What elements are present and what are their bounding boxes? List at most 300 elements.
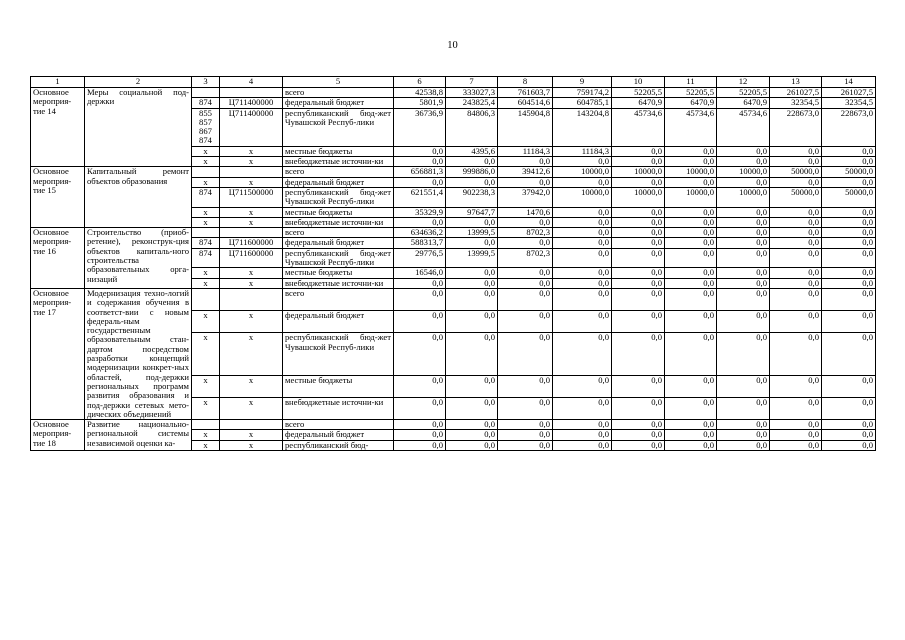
value-cell: 999886,0 — [446, 167, 498, 177]
value-cell: 0,0 — [394, 288, 446, 310]
value-cell: 0,0 — [498, 268, 553, 278]
value-cell: 0,0 — [394, 157, 446, 167]
value-cell: 0,0 — [665, 157, 717, 167]
source-cell: всего — [283, 88, 394, 98]
value-cell: 0,0 — [717, 311, 770, 333]
value-cell: 0,0 — [446, 420, 498, 430]
value-cell: 145904,8 — [498, 108, 553, 146]
value-cell: 0,0 — [446, 333, 498, 375]
value-cell: 0,0 — [446, 288, 498, 310]
source-cell: местные бюджеты — [283, 268, 394, 278]
grbs-code: 874 — [199, 135, 212, 146]
value-cell: 0,0 — [612, 238, 665, 248]
grbs-cell — [192, 187, 220, 207]
value-cell: 0,0 — [822, 217, 876, 227]
value-cell: 0,0 — [770, 420, 822, 430]
value-cell: 10000,0 — [717, 187, 770, 207]
csr-cell — [220, 88, 283, 98]
value-cell: 0,0 — [665, 217, 717, 227]
value-cell: 0,0 — [770, 397, 822, 419]
value-cell: 6470,9 — [612, 98, 665, 108]
value-cell: 45734,6 — [665, 108, 717, 146]
value-cell: 0,0 — [612, 430, 665, 440]
value-cell: 0,0 — [717, 217, 770, 227]
value-cell: 97647,7 — [446, 207, 498, 217]
value-cell: 0,0 — [498, 278, 553, 288]
value-cell: 0,0 — [822, 207, 876, 217]
source-cell: внебюджетные источни-ки — [283, 157, 394, 167]
source-cell: федеральный бюджет — [283, 177, 394, 187]
value-cell: 0,0 — [665, 420, 717, 430]
header-cell: 9 — [553, 77, 612, 88]
value-cell: 0,0 — [446, 278, 498, 288]
csr-cell: Ц711600000 — [220, 238, 283, 248]
value-cell: 0,0 — [498, 420, 553, 430]
value-cell: 656881,3 — [394, 167, 446, 177]
value-cell: 0,0 — [665, 288, 717, 310]
value-cell: 0,0 — [822, 375, 876, 397]
value-cell: 0,0 — [822, 248, 876, 268]
value-cell: 6470,9 — [717, 98, 770, 108]
grbs-cell — [192, 217, 220, 227]
header-cell: 4 — [220, 77, 283, 88]
value-cell: 0,0 — [770, 375, 822, 397]
source-cell: местные бюджеты — [283, 375, 394, 397]
value-cell: 4395,6 — [446, 146, 498, 156]
source-cell: республиканский бюд-жет Чувашской Респуб-лики — [283, 187, 394, 207]
value-cell: 0,0 — [394, 375, 446, 397]
value-cell: 143204,8 — [553, 108, 612, 146]
value-cell: 45734,6 — [717, 108, 770, 146]
value-cell: 0,0 — [665, 268, 717, 278]
value-cell: 0,0 — [770, 278, 822, 288]
value-cell: 604785,1 — [553, 98, 612, 108]
value-cell: 0,0 — [394, 278, 446, 288]
activity-name-cell: Развитие национально-региональной системы независимой оценки ка- — [85, 420, 192, 451]
value-cell: 0,0 — [665, 430, 717, 440]
value-cell: 37942,0 — [498, 187, 553, 207]
header-cell: 2 — [85, 77, 192, 88]
value-cell: 0,0 — [498, 430, 553, 440]
value-cell: 0,0 — [553, 288, 612, 310]
value-cell: 0,0 — [553, 440, 612, 450]
value-cell: 0,0 — [612, 397, 665, 419]
value-cell: 0,0 — [394, 177, 446, 187]
value-cell: 0,0 — [498, 288, 553, 310]
value-cell: 0,0 — [822, 288, 876, 310]
value-cell: 0,0 — [717, 207, 770, 217]
value-cell: 588313,7 — [394, 238, 446, 248]
source-cell: республиканский бюд- — [283, 440, 394, 450]
header-cell: 13 — [770, 77, 822, 88]
value-cell: 0,0 — [446, 217, 498, 227]
value-cell: 261027,5 — [822, 88, 876, 98]
header-cell: 1 — [31, 77, 85, 88]
source-cell: федеральный бюджет — [283, 238, 394, 248]
value-cell: 0,0 — [612, 333, 665, 375]
value-cell: 0,0 — [665, 207, 717, 217]
value-cell: 29776,5 — [394, 248, 446, 268]
csr-cell: x — [220, 207, 283, 217]
grbs-cell — [192, 278, 220, 288]
table-row — [31, 420, 876, 430]
activity-cell: Основное мероприя-тие 17 — [31, 288, 85, 419]
header-row — [31, 77, 876, 88]
source-cell: всего — [283, 228, 394, 238]
grbs-cell — [192, 430, 220, 440]
value-cell: 10000,0 — [553, 187, 612, 207]
source-cell: республиканский бюд-жет Чувашской Респуб-лики — [283, 248, 394, 268]
activity-name-cell: Капитальный ремонт объектов образования — [85, 167, 192, 228]
value-cell: 0,0 — [822, 311, 876, 333]
value-cell: 0,0 — [498, 397, 553, 419]
source-cell: федеральный бюджет — [283, 98, 394, 108]
value-cell: 0,0 — [770, 157, 822, 167]
value-cell: 0,0 — [770, 248, 822, 268]
activity-name-cell: Строительство (приоб-ретение), реконструк-ция объектов капиталь-ного строительства образовательных орга-низаций — [85, 228, 192, 289]
value-cell: 604514,6 — [498, 98, 553, 108]
csr-cell — [220, 420, 283, 430]
grbs-cell — [192, 228, 220, 238]
value-cell: 0,0 — [612, 440, 665, 450]
value-cell: 0,0 — [770, 311, 822, 333]
grbs-cell — [192, 238, 220, 248]
grbs-cell — [192, 397, 220, 419]
value-cell: 0,0 — [770, 440, 822, 450]
value-cell: 50000,0 — [822, 187, 876, 207]
value-cell: 0,0 — [553, 157, 612, 167]
value-cell: 0,0 — [553, 228, 612, 238]
value-cell: 0,0 — [612, 157, 665, 167]
value-cell: 0,0 — [612, 228, 665, 238]
value-cell: 0,0 — [665, 177, 717, 187]
value-cell: 84806,3 — [446, 108, 498, 146]
value-cell: 0,0 — [446, 238, 498, 248]
value-cell: 10000,0 — [612, 187, 665, 207]
grbs-cell — [192, 207, 220, 217]
source-cell: федеральный бюджет — [283, 430, 394, 440]
value-cell: 36736,9 — [394, 108, 446, 146]
value-cell: 0,0 — [717, 288, 770, 310]
csr-cell — [220, 288, 283, 310]
value-cell: 11184,3 — [498, 146, 553, 156]
value-cell: 759174,2 — [553, 88, 612, 98]
value-cell: 0,0 — [770, 333, 822, 375]
value-cell: 0,0 — [498, 375, 553, 397]
value-cell: 0,0 — [717, 333, 770, 375]
value-cell: 0,0 — [822, 177, 876, 187]
value-cell: 0,0 — [498, 311, 553, 333]
value-cell: 0,0 — [770, 146, 822, 156]
value-cell: 10000,0 — [665, 187, 717, 207]
table-row — [31, 288, 876, 310]
grbs-code: x — [203, 207, 208, 217]
value-cell: 0,0 — [822, 157, 876, 167]
grbs-cell — [192, 268, 220, 278]
source-cell: всего — [283, 167, 394, 177]
value-cell: 0,0 — [822, 238, 876, 248]
csr-cell — [220, 228, 283, 238]
value-cell: 0,0 — [394, 440, 446, 450]
value-cell: 0,0 — [446, 375, 498, 397]
csr-cell: x — [220, 333, 283, 375]
value-cell: 42538,8 — [394, 88, 446, 98]
value-cell: 0,0 — [770, 217, 822, 227]
value-cell: 0,0 — [553, 238, 612, 248]
value-cell: 228673,0 — [822, 108, 876, 146]
value-cell: 16546,0 — [394, 268, 446, 278]
value-cell: 0,0 — [665, 375, 717, 397]
value-cell: 333027,3 — [446, 88, 498, 98]
grbs-code: x — [203, 217, 208, 227]
value-cell: 5801,9 — [394, 98, 446, 108]
value-cell: 0,0 — [553, 311, 612, 333]
grbs-code: x — [203, 397, 208, 407]
value-cell: 0,0 — [770, 207, 822, 217]
source-cell: местные бюджеты — [283, 207, 394, 217]
csr-cell: x — [220, 146, 283, 156]
value-cell: 35329,9 — [394, 207, 446, 217]
source-cell: республиканский бюд-жет Чувашской Респуб-лики — [283, 108, 394, 146]
value-cell: 0,0 — [446, 311, 498, 333]
grbs-code: x — [203, 332, 208, 343]
value-cell: 0,0 — [822, 420, 876, 430]
value-cell: 0,0 — [770, 238, 822, 248]
value-cell: 0,0 — [665, 228, 717, 238]
value-cell: 0,0 — [717, 228, 770, 238]
value-cell: 0,0 — [498, 157, 553, 167]
value-cell: 0,0 — [822, 146, 876, 156]
value-cell: 0,0 — [612, 288, 665, 310]
grbs-code: 867 — [199, 126, 212, 137]
value-cell: 0,0 — [665, 440, 717, 450]
source-cell: местные бюджеты — [283, 146, 394, 156]
source-cell: внебюджетные источни-ки — [283, 217, 394, 227]
grbs-cell — [192, 167, 220, 177]
csr-cell: x — [220, 177, 283, 187]
value-cell: 10000,0 — [717, 167, 770, 177]
value-cell: 0,0 — [717, 440, 770, 450]
value-cell: 0,0 — [446, 430, 498, 440]
header-cell: 8 — [498, 77, 553, 88]
header-cell: 14 — [822, 77, 876, 88]
value-cell: 0,0 — [717, 157, 770, 167]
value-cell: 0,0 — [717, 146, 770, 156]
value-cell: 0,0 — [446, 177, 498, 187]
value-cell: 0,0 — [446, 440, 498, 450]
value-cell: 0,0 — [394, 333, 446, 375]
header-cell: 10 — [612, 77, 665, 88]
grbs-code: 855 — [199, 108, 212, 118]
value-cell: 0,0 — [717, 238, 770, 248]
value-cell: 634636,2 — [394, 228, 446, 238]
value-cell: 8702,3 — [498, 248, 553, 268]
grbs-cell — [192, 146, 220, 156]
value-cell: 45734,6 — [612, 108, 665, 146]
value-cell: 39412,6 — [498, 167, 553, 177]
value-cell: 0,0 — [665, 238, 717, 248]
value-cell: 0,0 — [822, 278, 876, 288]
value-cell: 0,0 — [612, 311, 665, 333]
csr-cell: x — [220, 430, 283, 440]
value-cell: 0,0 — [394, 430, 446, 440]
value-cell: 0,0 — [665, 333, 717, 375]
value-cell: 0,0 — [553, 217, 612, 227]
value-cell: 621551,4 — [394, 187, 446, 207]
header-cell: 6 — [394, 77, 446, 88]
value-cell: 50000,0 — [822, 167, 876, 177]
value-cell: 13999,5 — [446, 228, 498, 238]
value-cell: 0,0 — [612, 248, 665, 268]
grbs-cell — [192, 248, 220, 268]
header-cell: 5 — [283, 77, 394, 88]
value-cell: 0,0 — [394, 311, 446, 333]
source-cell: всего — [283, 288, 394, 310]
value-cell: 0,0 — [612, 278, 665, 288]
value-cell: 0,0 — [498, 177, 553, 187]
value-cell: 52205,5 — [612, 88, 665, 98]
grbs-cell — [192, 311, 220, 333]
csr-cell: x — [220, 278, 283, 288]
value-cell: 0,0 — [665, 248, 717, 268]
grbs-cell — [192, 157, 220, 167]
value-cell: 0,0 — [553, 207, 612, 217]
grbs-code: 857 — [199, 116, 212, 127]
csr-cell: x — [220, 311, 283, 333]
value-cell: 0,0 — [717, 375, 770, 397]
value-cell: 32354,5 — [770, 98, 822, 108]
value-cell: 13999,5 — [446, 248, 498, 268]
value-cell: 0,0 — [822, 397, 876, 419]
csr-cell: Ц711400000 — [220, 98, 283, 108]
value-cell: 10000,0 — [553, 167, 612, 177]
page-number: 10 — [447, 40, 458, 51]
csr-cell: Ц711400000 — [220, 108, 283, 146]
csr-cell: x — [220, 397, 283, 419]
value-cell: 0,0 — [498, 238, 553, 248]
budget-table — [30, 76, 876, 451]
value-cell: 32354,5 — [822, 98, 876, 108]
value-cell: 0,0 — [553, 420, 612, 430]
value-cell: 0,0 — [446, 268, 498, 278]
value-cell: 8702,3 — [498, 228, 553, 238]
csr-cell: x — [220, 157, 283, 167]
grbs-cell — [192, 375, 220, 397]
activity-cell: Основное мероприя-тие 16 — [31, 228, 85, 289]
grbs-code: 874 — [199, 248, 212, 258]
csr-cell: Ц711500000 — [220, 187, 283, 207]
activity-name-cell: Модернизация техно-логий и содержания обучения в соответст-вии с новым федераль-ным государственным образовательным стан-дартом посредством разработки концепций модернизации конкрет-ных областей, под-держки региональных программ развития образования и под-держки сетевых мето-дических объединений — [85, 288, 192, 419]
csr-cell: x — [220, 440, 283, 450]
value-cell: 0,0 — [717, 248, 770, 268]
grbs-code: x — [203, 156, 208, 167]
value-cell: 0,0 — [553, 375, 612, 397]
grbs-code: x — [203, 429, 208, 440]
value-cell: 0,0 — [394, 217, 446, 227]
value-cell: 0,0 — [770, 430, 822, 440]
value-cell: 261027,5 — [770, 88, 822, 98]
value-cell: 11184,3 — [553, 146, 612, 156]
header-cell: 3 — [192, 77, 220, 88]
value-cell: 0,0 — [553, 397, 612, 419]
source-cell: всего — [283, 420, 394, 430]
value-cell: 0,0 — [665, 397, 717, 419]
value-cell: 0,0 — [612, 146, 665, 156]
value-cell: 0,0 — [822, 333, 876, 375]
grbs-cell — [192, 288, 220, 310]
value-cell: 0,0 — [665, 278, 717, 288]
value-cell: 0,0 — [612, 217, 665, 227]
header-cell: 11 — [665, 77, 717, 88]
value-cell: 902238,3 — [446, 187, 498, 207]
activity-cell: Основное мероприя-тие 15 — [31, 167, 85, 228]
source-cell: внебюджетные источни-ки — [283, 397, 394, 419]
value-cell: 0,0 — [717, 430, 770, 440]
grbs-code: 874 — [199, 97, 212, 108]
source-cell: федеральный бюджет — [283, 311, 394, 333]
value-cell: 0,0 — [553, 333, 612, 375]
csr-cell: Ц711600000 — [220, 248, 283, 268]
value-cell: 0,0 — [612, 207, 665, 217]
value-cell: 0,0 — [553, 268, 612, 278]
value-cell: 0,0 — [553, 248, 612, 268]
value-cell: 0,0 — [446, 157, 498, 167]
csr-cell: x — [220, 375, 283, 397]
value-cell: 0,0 — [553, 177, 612, 187]
value-cell: 10000,0 — [665, 167, 717, 177]
value-cell: 761603,7 — [498, 88, 553, 98]
grbs-code: 874 — [199, 187, 212, 197]
value-cell: 0,0 — [717, 268, 770, 278]
header-cell: 7 — [446, 77, 498, 88]
value-cell: 0,0 — [612, 268, 665, 278]
value-cell: 0,0 — [553, 278, 612, 288]
grbs-cell — [192, 88, 220, 98]
grbs-code: x — [203, 310, 208, 321]
value-cell: 0,0 — [612, 177, 665, 187]
value-cell: 50000,0 — [770, 187, 822, 207]
csr-cell: x — [220, 217, 283, 227]
grbs-cell — [192, 108, 220, 146]
value-cell: 52205,5 — [665, 88, 717, 98]
value-cell: 0,0 — [717, 278, 770, 288]
value-cell: 50000,0 — [770, 167, 822, 177]
grbs-code: x — [203, 278, 208, 288]
value-cell: 0,0 — [394, 420, 446, 430]
value-cell: 0,0 — [770, 228, 822, 238]
value-cell: 52205,5 — [717, 88, 770, 98]
value-cell: 0,0 — [553, 430, 612, 440]
grbs-code: x — [203, 375, 208, 385]
value-cell: 0,0 — [498, 333, 553, 375]
value-cell: 0,0 — [770, 288, 822, 310]
value-cell: 0,0 — [822, 430, 876, 440]
value-cell: 10000,0 — [612, 167, 665, 177]
value-cell: 0,0 — [612, 420, 665, 430]
grbs-code: x — [203, 440, 208, 450]
value-cell: 0,0 — [446, 397, 498, 419]
value-cell: 243825,4 — [446, 98, 498, 108]
grbs-cell — [192, 333, 220, 375]
value-cell: 0,0 — [717, 177, 770, 187]
value-cell: 0,0 — [612, 375, 665, 397]
value-cell: 6470,9 — [665, 98, 717, 108]
value-cell: 0,0 — [770, 177, 822, 187]
value-cell: 0,0 — [822, 268, 876, 278]
grbs-cell — [192, 440, 220, 450]
source-cell: республиканский бюд-жет Чувашской Респуб-лики — [283, 333, 394, 375]
activity-name-cell: Меры социальной под-держки — [85, 88, 192, 167]
